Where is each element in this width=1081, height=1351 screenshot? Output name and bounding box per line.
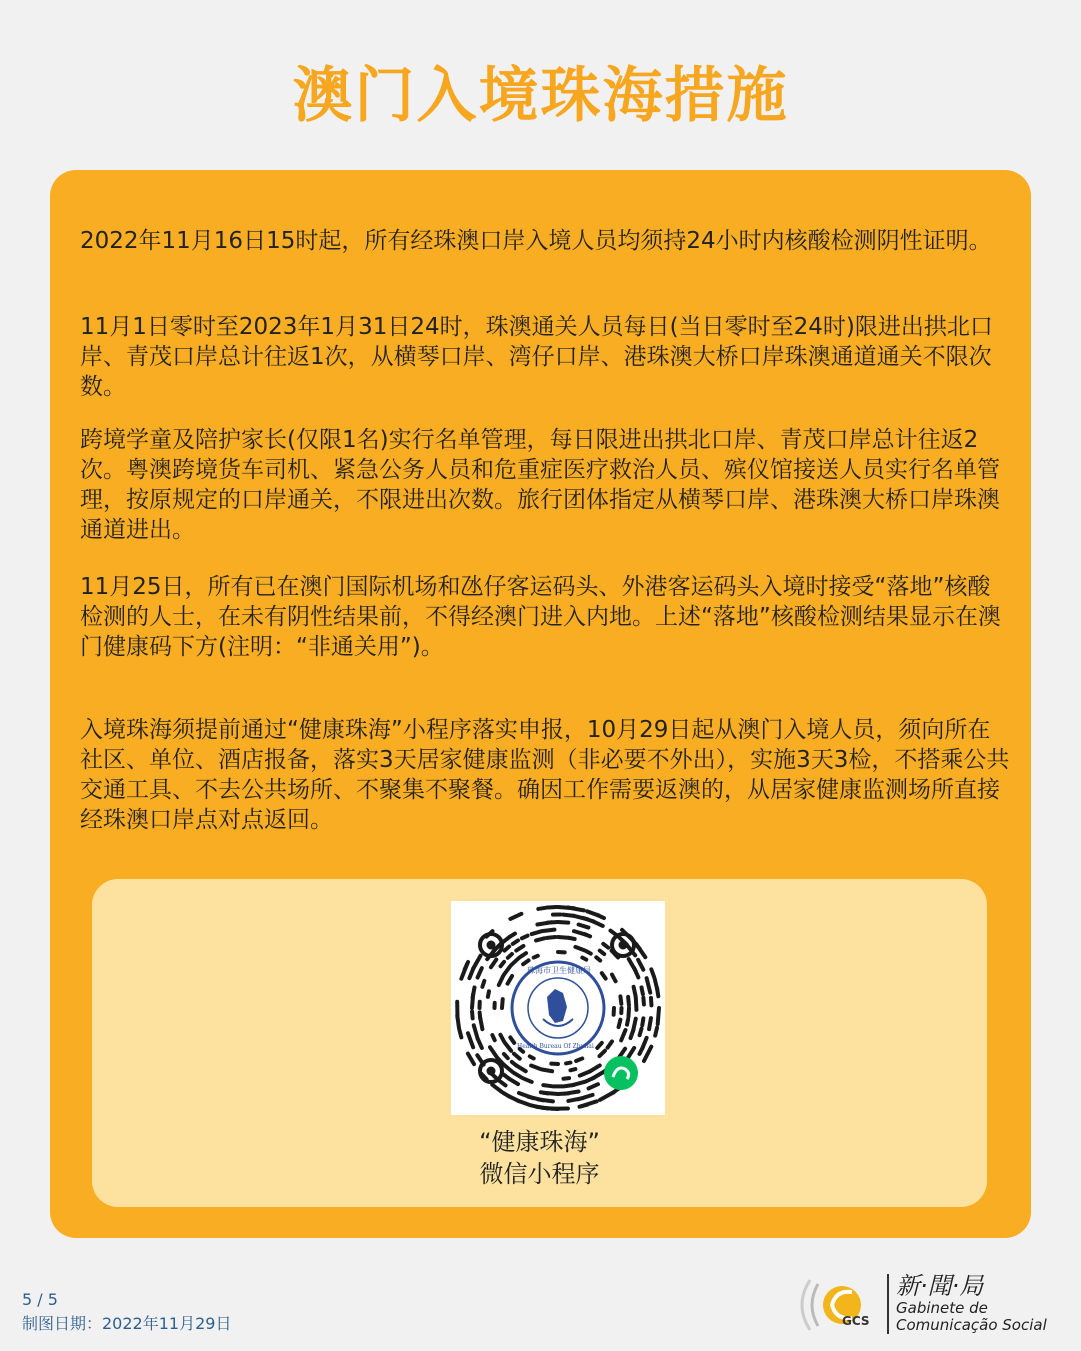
qr-dot (543, 1085, 552, 1086)
qr-dot (586, 951, 590, 953)
qr-dot (634, 987, 636, 996)
qr-dot (568, 907, 584, 910)
qr-dot (582, 958, 586, 960)
qr-dot (488, 991, 489, 997)
qr-dot (628, 997, 629, 1005)
paragraph-testing-requirement: 2022年11月16日15时起，所有经珠澳口岸入境人员均须持24小时内核酸检测阴性证明。 (80, 228, 992, 254)
qr-finder-dot (619, 941, 628, 950)
gcs-mark-text: GCS (842, 1314, 870, 1328)
qr-caption-line1: “健康珠海” (479, 1128, 600, 1156)
logo-portuguese-line1: Gabinete de (896, 1299, 988, 1317)
qr-dot (628, 1008, 629, 1016)
paragraph-crossing-limits: 11月1日零时至2023年1月31日24时，珠澳通关人员每日(当日零时至24时)限进出拱北口岸、青茂口岸总计往返1次，从横琴口岸、湾仔口岸、港珠澳大桥口岸珠澳通道通关不限次数。 (80, 314, 993, 400)
creation-date: 制图日期：2022年11月29日 (22, 1314, 232, 1333)
qr-dot (600, 951, 604, 955)
qr-caption (92, 1126, 987, 1190)
qr-dot (530, 1105, 538, 1107)
qr-dot (620, 996, 621, 1004)
qr-dot (501, 962, 505, 966)
qr-badge-text-en: Health Bureau Of Zhuhai (517, 1043, 594, 1050)
qr-dot (512, 1062, 516, 1066)
qr-dot (569, 938, 575, 939)
qr-dot (568, 1098, 583, 1101)
qr-dot (596, 957, 600, 960)
qr-dot (658, 1008, 659, 1024)
qr-dot (492, 1035, 494, 1040)
qr-dot (565, 1085, 574, 1086)
logo-chinese-name: 新·聞·局 (896, 1272, 984, 1300)
qr-dot (532, 931, 541, 934)
qr-dot (542, 930, 554, 932)
qr-dot (570, 1069, 575, 1070)
paragraph-landing-test: 11月25日，所有已在澳门国际机场和氹仔客运码头、外港客运码头入境时接受“落地”核酸检测的人士，在未有阴性结果前，不得经澳门进入内地。上述“落地”核酸检测结果显示在澳门健康码下方(注明：“非通关用”)。 (80, 574, 1001, 660)
qr-dot (584, 934, 590, 936)
paragraph-declaration: 入境珠海须提前通过“健康珠海”小程序落实申报，10月29日起从澳门入境人员，须向所在社区、单位、酒店报备，落实3天居家健康监测（非必要不外出），实施3天3检，不搭乘公共交通工具、不去公共场所、不聚集不聚餐。确因工作需要返澳的，从居家健康监测场所直接经珠澳口岸点对点返回。 (80, 717, 1010, 833)
qr-dot (566, 1063, 570, 1064)
qr-dot (472, 1012, 473, 1019)
qr-dot (534, 956, 538, 958)
qr-dot (580, 1105, 588, 1107)
qr-code-icon (451, 901, 665, 1115)
qr-caption-line2: 微信小程序 (479, 1160, 600, 1188)
page-indicator: 5 / 5 (22, 1290, 58, 1309)
gcs-emblem-icon (790, 1270, 885, 1340)
qr-dot (459, 1030, 461, 1038)
qr-dot (541, 1092, 548, 1093)
qr-dot (547, 937, 555, 938)
qr-dot (642, 987, 643, 994)
qr-dot (627, 1019, 628, 1025)
qr-dot (655, 1028, 657, 1036)
qr-dot (542, 1069, 552, 1071)
qr-dot (538, 908, 546, 909)
qr-dot (643, 998, 644, 1005)
qr-dot (642, 1018, 643, 1025)
qr-dot (563, 1078, 569, 1079)
page-title: 澳门入境珠海措施 (292, 61, 789, 131)
qr-dot (502, 999, 503, 1008)
qr-dot (649, 1018, 651, 1029)
qr-dot (530, 1056, 534, 1058)
qr-dot (558, 922, 568, 923)
qr-dot (651, 998, 652, 1005)
paragraph-list-management: 跨境学童及陪护家长(仅限1名)实行名单管理，每日限进出拱北口岸、青茂口岸总计往返2次。粤澳跨境货车司机、紧急公务人员和危重症医疗救治人员、殡仪馆接送人员实行名单管理，按原规定的口岸通关，不限进出次数。旅行团体指定从横琴口岸、港珠澳大桥口岸珠澳通道进出。 (80, 427, 1000, 543)
qr-dot (619, 1020, 621, 1027)
qr-dot (651, 969, 654, 977)
qr-dot (480, 1012, 481, 1018)
logo-divider (887, 1274, 889, 1334)
qr-dot (522, 936, 528, 939)
qr-dot (536, 938, 544, 940)
qr-dot (504, 1054, 508, 1058)
qr-dot (508, 954, 512, 958)
qr-badge-text: 珠海市卫生健康局 (527, 966, 591, 975)
qr-dot (657, 988, 658, 996)
qr-finder-dot (487, 1067, 496, 1076)
qr-dot (482, 981, 484, 987)
gcs-logo (790, 1270, 1070, 1340)
qr-section (92, 879, 987, 1207)
qr-dot (636, 997, 637, 1010)
qr-dot (576, 1058, 582, 1061)
logo-portuguese-line2: Comunicação Social (896, 1316, 1047, 1334)
qr-dot (473, 987, 475, 997)
qr-dot (640, 1029, 642, 1036)
qr-finder-dot (487, 941, 496, 950)
info-panel (50, 170, 1031, 1238)
mini-program-qr-code[interactable] (451, 901, 665, 1115)
